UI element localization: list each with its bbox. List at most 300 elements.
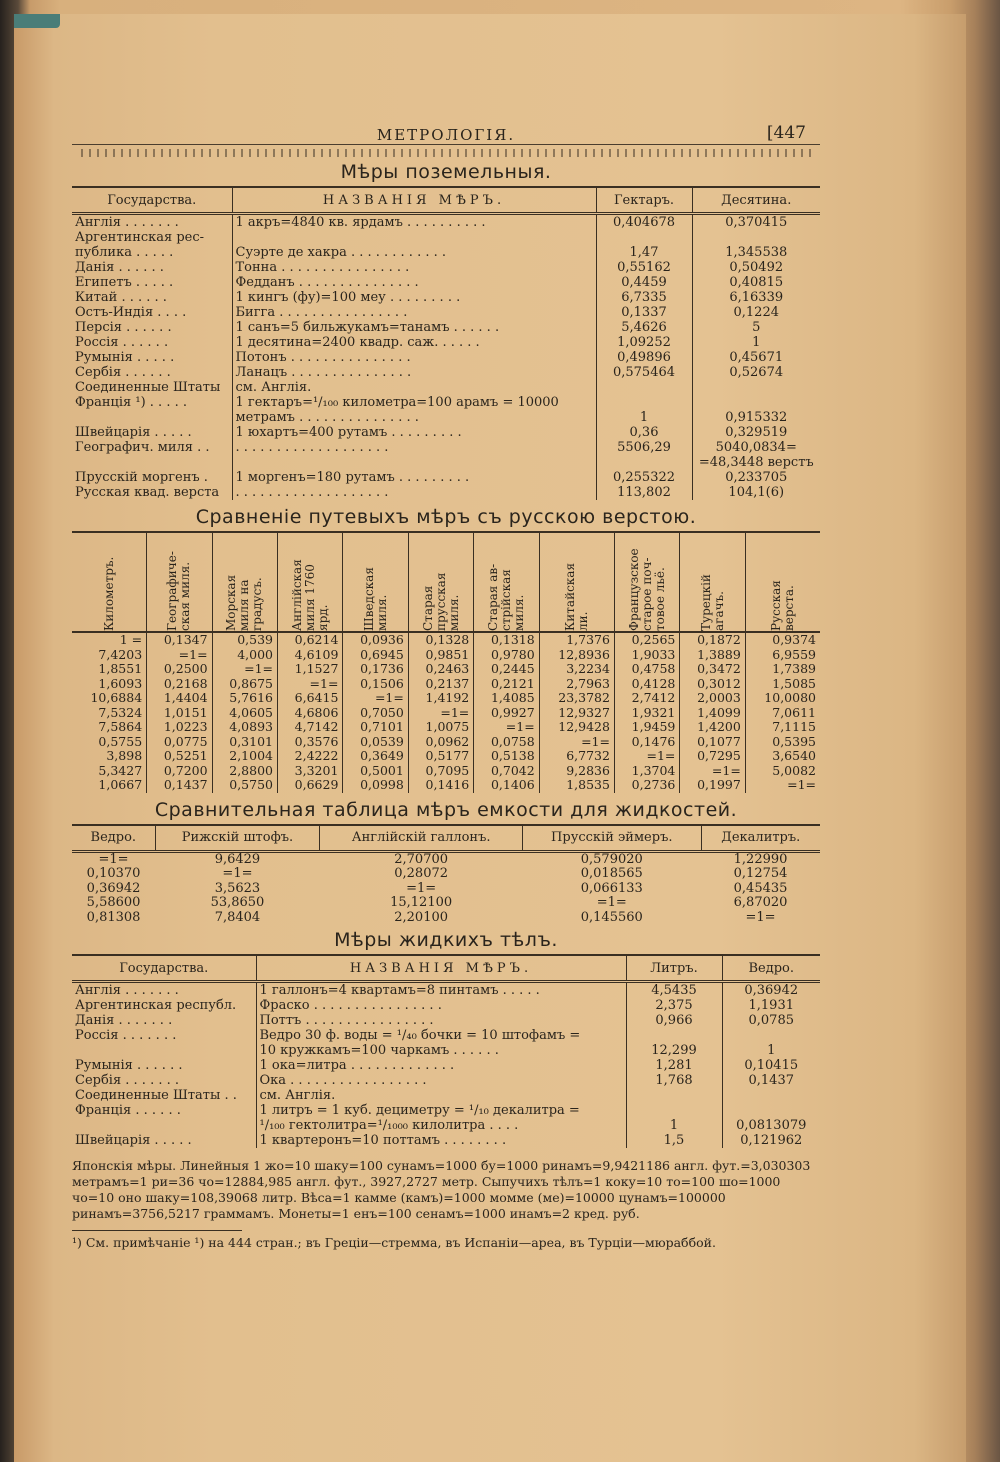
land-cell: Географич. миля . . <box>75 440 210 455</box>
roads-cell: 3,2234 <box>539 662 614 677</box>
page-number: [447 <box>766 123 806 143</box>
roads-cell: =1= <box>745 778 820 793</box>
liquid-row <box>72 998 820 1013</box>
land-cell: см. Англія. <box>232 380 596 395</box>
roads-cell: 1,8535 <box>539 778 614 793</box>
capacity-cell: 3,5623 <box>214 880 261 896</box>
roads-row <box>72 764 820 779</box>
roads-cell: 0,539 <box>212 632 277 648</box>
liquid-cell: 1 квартеронъ=10 поттамъ . . . . . . . . <box>256 1133 626 1148</box>
capacity-table <box>72 824 820 926</box>
roads-col-label: Русская верста. <box>768 580 796 631</box>
roads-cell: 3,6540 <box>745 749 820 764</box>
land-row <box>72 350 820 365</box>
roads-body <box>72 632 820 793</box>
roads-cell: 0,7200 <box>147 764 212 779</box>
land-cell: 1 акръ=4840 кв. ярдамъ . . . . . . . . . . <box>232 214 596 231</box>
capacity-cell: 0,145560 <box>580 909 643 925</box>
roads-cell: 0,1347 <box>147 632 212 648</box>
roads-cell: =1= <box>680 764 745 779</box>
liquid-cell: Фраско . . . . . . . . . . . . . . . . <box>256 998 626 1013</box>
decorative-rule <box>78 149 814 157</box>
capacity-row <box>72 867 820 882</box>
roads-cell: 1,8551 <box>98 661 143 676</box>
roads-col-label: Километръ. <box>101 556 116 631</box>
land-cell: 0,255322 <box>596 470 692 485</box>
land-cell: 1,47 <box>596 245 692 260</box>
liquid-cell: 0,1437 <box>722 1073 820 1088</box>
land-row <box>72 245 820 260</box>
land-cell: Бигга . . . . . . . . . . . . . . . . <box>232 305 596 320</box>
roads-cell: 1,7376 <box>539 632 614 648</box>
roads-cell: 4,000 <box>212 648 277 663</box>
roads-cell: =1= <box>278 677 343 692</box>
land-cell: 0,575464 <box>596 365 692 380</box>
roads-cell: 12,9327 <box>539 706 614 721</box>
land-cell: 5,4626 <box>596 320 692 335</box>
capacity-row <box>72 851 820 867</box>
land-cell: 104,1(6) <box>692 485 820 500</box>
land-row <box>72 410 820 425</box>
liquid-row <box>72 1073 820 1088</box>
roads-cell: 4,7142 <box>278 720 343 735</box>
roads-cell: 0,2121 <box>474 677 539 692</box>
capacity-col-header: Англійскій галлонъ. <box>320 825 523 852</box>
capacity-header-row <box>72 825 820 852</box>
roads-cell: =1= <box>343 691 408 706</box>
capacity-cell: 2,70700 <box>394 851 449 867</box>
capacity-cell: =1= <box>745 909 776 925</box>
roads-col-header <box>474 532 539 632</box>
capacity-cell: 0,579020 <box>580 851 643 867</box>
liquid-col-name: НАЗВАНІЯ МѢРЪ. <box>256 955 626 982</box>
land-cell: 0,404678 <box>596 214 692 231</box>
roads-cell: 10,6884 <box>90 690 143 705</box>
roads-cell: 0,1416 <box>408 778 473 793</box>
roads-cell: 0,8675 <box>212 677 277 692</box>
liquid-cell: 0,10415 <box>722 1058 820 1073</box>
land-cell: 0,40815 <box>692 275 820 290</box>
land-cell: 0,50492 <box>692 260 820 275</box>
land-cell: Прусскій моргенъ . <box>75 470 208 485</box>
land-cell: Египетъ . . . . . <box>75 275 174 290</box>
roads-cell: 1,7389 <box>745 662 820 677</box>
roads-col-label: Англійская миля 1760 ярд. <box>289 559 330 631</box>
land-cell: Швейцарія . . . . . <box>75 425 192 440</box>
capacity-row <box>72 911 820 926</box>
roads-row <box>72 720 820 735</box>
land-row <box>72 470 820 485</box>
land-cell: 1 десятина=2400 квадр. саж. . . . . . <box>232 335 596 350</box>
roads-row <box>72 735 820 750</box>
land-cell: 1,09252 <box>596 335 692 350</box>
land-cell: Тонна . . . . . . . . . . . . . . . . <box>232 260 596 275</box>
roads-cell: 0,6214 <box>278 632 343 648</box>
roads-row <box>72 648 820 663</box>
footnote-rule <box>72 1230 242 1231</box>
running-title: МЕТРОЛОГІЯ. <box>376 126 516 144</box>
liquid-cell: 2,375 <box>626 998 722 1013</box>
roads-cell: 1,0075 <box>408 720 473 735</box>
roads-cell: 1,0223 <box>147 720 212 735</box>
roads-cell: 0,6629 <box>278 778 343 793</box>
land-cell: 5 <box>692 320 820 335</box>
liquid-cell: см. Англія. <box>256 1088 626 1103</box>
roads-title: Сравненіе путевыхъ мѣръ съ русскою верстою. <box>195 506 697 528</box>
roads-col-header <box>614 532 679 632</box>
liquid-header-row <box>72 955 820 982</box>
land-header-row <box>72 187 820 214</box>
roads-cell: 1,4192 <box>408 691 473 706</box>
land-row <box>72 290 820 305</box>
liquid-cell: Франція . . . . . . <box>75 1103 181 1118</box>
land-row <box>72 275 820 290</box>
land-cell: Аргентинская рес- <box>75 230 205 245</box>
liquid-cell: Поттъ . . . . . . . . . . . . . . . . <box>256 1013 626 1028</box>
capacity-cell: 0,36942 <box>86 880 141 896</box>
land-row <box>72 425 820 440</box>
land-cell: 1 юхартъ=400 рутамъ . . . . . . . . . <box>232 425 596 440</box>
land-cell: =48,3448 верстъ <box>692 455 820 470</box>
roads-cell: 0,2736 <box>614 778 679 793</box>
capacity-cell: 0,45435 <box>733 880 788 896</box>
liquid-row <box>72 1058 820 1073</box>
land-row <box>72 455 820 470</box>
roads-cell: 5,3427 <box>98 762 143 778</box>
land-cell: Сербія . . . . . . <box>75 365 171 380</box>
capacity-cell: 6,87020 <box>733 895 788 910</box>
roads-cell: 0,3472 <box>680 662 745 677</box>
roads-table <box>72 531 820 793</box>
land-cell: Румынія . . . . . <box>75 350 175 365</box>
roads-col-header <box>408 532 473 632</box>
roads-cell: 0,3012 <box>680 677 745 692</box>
land-cell: 0,4459 <box>596 275 692 290</box>
liquid-row <box>72 1118 820 1133</box>
land-cell: 1 моргенъ=180 рутамъ . . . . . . . . . <box>232 470 596 485</box>
roads-cell: 0,1328 <box>408 632 473 648</box>
liquid-cell: 1 ока=литра . . . . . . . . . . . . . <box>256 1058 626 1073</box>
liquid-cell: Швейцарія . . . . . <box>75 1133 192 1148</box>
land-cell: 0,370415 <box>692 214 820 231</box>
roads-cell: 1,9033 <box>614 648 679 663</box>
roads-cell: 2,8800 <box>212 764 277 779</box>
liquid-row <box>72 1028 820 1043</box>
roads-cell: 12,9428 <box>539 720 614 735</box>
capacity-body <box>72 851 820 925</box>
land-cell <box>692 395 820 410</box>
roads-cell: 0,0936 <box>343 632 408 648</box>
liquid-cell: 10 кружкамъ=100 чаркамъ . . . . . . <box>256 1043 626 1058</box>
capacity-cell: =1= <box>222 866 253 881</box>
roads-row <box>72 706 820 721</box>
roads-cell: 0,5750 <box>212 778 277 793</box>
roads-col-label: Географиче- ская миля. <box>165 551 193 631</box>
roads-cell: 1 = <box>119 632 143 647</box>
liquid-title: Мѣры жидкихъ тѣлъ. <box>334 929 558 951</box>
roads-cell: 0,6945 <box>343 648 408 663</box>
land-col-name: НАЗВАНІЯ МѢРЪ. <box>232 187 596 214</box>
roads-cell: 1,9459 <box>614 720 679 735</box>
roads-cell: 0,1476 <box>614 735 679 750</box>
capacity-cell: 0,81308 <box>86 909 141 925</box>
liquid-cell: Ока . . . . . . . . . . . . . . . . . <box>256 1073 626 1088</box>
roads-row <box>72 677 820 692</box>
liquid-cell: Россія . . . . . . . <box>75 1028 177 1043</box>
liquid-col-state: Государства. <box>72 955 256 982</box>
roads-cell: 0,9927 <box>474 706 539 721</box>
land-cell: 0,52674 <box>692 365 820 380</box>
capacity-cell: 2,20100 <box>394 909 449 925</box>
land-col-hectare: Гектаръ. <box>596 187 692 214</box>
roads-cell: 0,5001 <box>343 764 408 779</box>
land-cell: 0,55162 <box>596 260 692 275</box>
liquid-cell: ¹/₁₀₀ гектолитра=¹/₁₀₀₀ килолитра . . . . <box>256 1118 626 1133</box>
roads-cell: 0,7042 <box>474 764 539 779</box>
roads-row <box>72 749 820 764</box>
roads-cell: 0,1872 <box>680 632 745 648</box>
roads-cell: 0,5177 <box>408 749 473 764</box>
capacity-cell: 1,22990 <box>733 851 788 867</box>
capacity-cell: 0,018565 <box>580 866 643 881</box>
roads-cell: 0,2137 <box>408 677 473 692</box>
roads-header-row <box>72 532 820 632</box>
roads-cell: 1,9321 <box>614 706 679 721</box>
roads-col-header <box>539 532 614 632</box>
roads-cell: 1,4099 <box>680 706 745 721</box>
capacity-col-header: Рижскій штофъ. <box>155 825 320 852</box>
liquid-row <box>72 1013 820 1028</box>
capacity-cell: =1= <box>596 895 627 910</box>
liquid-cell: 0,966 <box>626 1013 722 1028</box>
roads-col-label: Китайская ли. <box>562 562 590 631</box>
liquid-cell: Англія . . . . . . . <box>75 983 179 998</box>
roads-cell: 0,1406 <box>474 778 539 793</box>
roads-cell: 4,0893 <box>212 720 277 735</box>
land-cell: 1 гектаръ=¹/₁₀₀ километра=100 арамъ = 10000 <box>232 395 596 410</box>
roads-cell: 0,2445 <box>474 662 539 677</box>
roads-cell: 1,5085 <box>745 677 820 692</box>
roads-cell: =1= <box>408 706 473 721</box>
roads-cell: 1,4085 <box>474 691 539 706</box>
roads-cell: 2,4222 <box>278 749 343 764</box>
roads-cell: =1= <box>539 735 614 750</box>
roads-cell: 6,6415 <box>278 691 343 706</box>
land-row <box>72 335 820 350</box>
land-col-desyatina: Десятина. <box>692 187 820 214</box>
roads-cell: 5,0082 <box>745 764 820 779</box>
land-cell: . . . . . . . . . . . . . . . . . . . <box>232 440 596 455</box>
roads-cell: 4,6109 <box>278 648 343 663</box>
land-cell: 6,7335 <box>596 290 692 305</box>
land-row <box>72 395 820 410</box>
roads-cell: 0,4128 <box>614 677 679 692</box>
roads-cell: 0,7050 <box>343 706 408 721</box>
roads-cell: =1= <box>212 662 277 677</box>
land-cell: 1 <box>692 335 820 350</box>
roads-cell: 0,0539 <box>343 735 408 750</box>
land-cell: 1 санъ=5 бильжукамъ=танамъ . . . . . . <box>232 320 596 335</box>
footnote: ¹) См. примѣчаніе ¹) на 444 стран.; въ Греціи—стремма, въ Испаніи—ареа, въ Турціи—мюраббой. <box>72 1235 716 1250</box>
roads-cell: 6,7732 <box>539 749 614 764</box>
liquid-cell: Ведро 30 ф. воды = ¹/₄₀ бочки = 10 штофамъ = <box>256 1028 626 1043</box>
roads-cell: 9,2836 <box>539 764 614 779</box>
roads-cell: 0,7101 <box>343 720 408 735</box>
roads-cell: 1,0151 <box>147 706 212 721</box>
land-cell <box>692 230 820 245</box>
capacity-col-header: Прусскій эймеръ. <box>522 825 701 852</box>
roads-col-label: Старая ав- стрійская миля. <box>485 563 526 631</box>
roads-row <box>72 778 820 793</box>
liquid-col-litre: Литръ. <box>626 955 722 982</box>
roads-cell: 0,5755 <box>98 733 143 749</box>
roads-cell: 0,9780 <box>474 648 539 663</box>
liquid-col-vedro: Ведро. <box>722 955 820 982</box>
land-cell: Потонъ . . . . . . . . . . . . . . . <box>232 350 596 365</box>
capacity-cell: =1= <box>406 880 437 896</box>
roads-cell: 3,898 <box>106 748 143 763</box>
land-cell: 5040,0834= <box>692 440 820 455</box>
land-cell: 1 <box>596 410 692 425</box>
roads-cell: 0,1736 <box>343 662 408 677</box>
land-row <box>72 305 820 320</box>
roads-cell: 0,0758 <box>474 735 539 750</box>
liquid-cell: 1,1931 <box>722 998 820 1013</box>
roads-cell: 4,0605 <box>212 706 277 721</box>
land-cell: Федданъ . . . . . . . . . . . . . . . <box>232 275 596 290</box>
capacity-col-header: Декалитръ. <box>701 825 820 852</box>
roads-cell: 0,5138 <box>474 749 539 764</box>
roads-col-header <box>680 532 745 632</box>
roads-col-label: Турецкій агачъ. <box>698 574 726 631</box>
land-cell: 0,1337 <box>596 305 692 320</box>
liquid-row <box>72 982 820 999</box>
japan-note: Японскія мѣры. Линейныя 1 жо=10 шаку=100 сунамъ=1000 бу=1000 ринамъ=9,9421186 англ. фут.=3,030303 метрамъ=1 ри=36 чо=12884,985 англ. фут., 3927,2727 метр. Сыпучихъ тѣлъ=1 коку=10 то=100 шо=1000 чо=10 оно шаку=108,39068 литр. Вѣса=1 камме (камъ)=1000 момме (ме)=10000 цунамъ=100000 ринамъ=3756,5217 граммамъ. Монеты=1 енъ=100 сенамъ=1000 инамъ=2 кред. руб. <box>72 1158 811 1221</box>
land-cell: Соединенные Штаты <box>75 380 221 395</box>
liquid-cell: 12,299 <box>626 1043 722 1058</box>
land-cell: 113,802 <box>596 485 692 500</box>
liquid-cell <box>626 1028 722 1043</box>
land-cell: публика . . . . . <box>75 245 174 260</box>
land-row <box>72 485 820 500</box>
roads-cell: 0,5395 <box>745 735 820 750</box>
land-cell: метрамъ . . . . . . . . . . . . . . . <box>232 410 596 425</box>
land-cell: 6,16339 <box>692 290 820 305</box>
liquid-cell: 0,0785 <box>722 1013 820 1028</box>
land-cell: 0,49896 <box>596 350 692 365</box>
liquid-table <box>72 954 820 1148</box>
capacity-cell: 0,066133 <box>580 880 643 896</box>
liquid-cell <box>722 1088 820 1103</box>
liquid-cell: 1 <box>626 1118 722 1133</box>
liquid-cell: 1,768 <box>626 1073 722 1088</box>
roads-cell: 1,3704 <box>614 764 679 779</box>
roads-cell: 7,1115 <box>745 720 820 735</box>
land-row <box>72 365 820 380</box>
land-cell: 0,329519 <box>692 425 820 440</box>
liquid-cell <box>626 1103 722 1118</box>
liquid-cell: 1 галлонъ=4 квартамъ=8 пинтамъ . . . . . <box>256 982 626 999</box>
liquid-cell <box>72 1043 256 1058</box>
capacity-cell: 0,10370 <box>86 866 141 881</box>
roads-row <box>72 632 820 648</box>
liquid-cell: Соединенные Штаты . . <box>75 1088 237 1103</box>
liquid-cell: 0,121962 <box>722 1133 820 1148</box>
roads-cell: 7,0611 <box>745 706 820 721</box>
capacity-cell: 5,58600 <box>86 895 141 910</box>
roads-cell: 0,1997 <box>680 778 745 793</box>
land-cell: Франція ¹) . . . . . <box>75 395 187 410</box>
roads-cell: 0,4758 <box>614 662 679 677</box>
roads-cell: 5,7616 <box>212 691 277 706</box>
roads-col-header <box>147 532 212 632</box>
land-cell: Ланацъ . . . . . . . . . . . . . . . <box>232 365 596 380</box>
capacity-cell: 0,28072 <box>394 866 449 881</box>
roads-cell: =1= <box>474 720 539 735</box>
land-cell: 0,45671 <box>692 350 820 365</box>
land-title: Мѣры поземельныя. <box>340 161 552 183</box>
roads-cell: 0,0962 <box>408 735 473 750</box>
capacity-cell: 53,8650 <box>210 895 265 910</box>
land-cell: . . . . . . . . . . . . . . . . . . . <box>232 485 596 500</box>
land-row <box>72 380 820 395</box>
roads-col-header <box>72 532 147 632</box>
liquid-cell <box>72 1118 256 1133</box>
liquid-cell: 1 <box>722 1043 820 1058</box>
roads-col-label: Шведская миля. <box>361 567 389 631</box>
capacity-title: Сравнительная таблица мѣръ емкости для жидкостей. <box>154 798 738 821</box>
land-cell: 0,1224 <box>692 305 820 320</box>
roads-cell: 2,1004 <box>212 749 277 764</box>
land-cell <box>596 395 692 410</box>
liquid-cell: 1,5 <box>626 1133 722 1148</box>
roads-cell: 0,1506 <box>343 677 408 692</box>
land-row <box>72 230 820 245</box>
roads-col-header <box>343 532 408 632</box>
land-cell: 0,233705 <box>692 470 820 485</box>
capacity-cell: 0,12754 <box>733 866 788 881</box>
roads-cell: 2,7963 <box>539 677 614 692</box>
roads-cell: 7,4203 <box>98 646 143 662</box>
roads-cell: 7,5324 <box>98 704 143 720</box>
roads-cell: 0,9851 <box>408 648 473 663</box>
roads-cell: 10,0080 <box>745 691 820 706</box>
roads-cell: 0,0998 <box>343 778 408 793</box>
liquid-row <box>72 1088 820 1103</box>
land-cell: Данія . . . . . . <box>75 260 164 275</box>
liquid-cell: 4,5435 <box>626 982 722 999</box>
roads-cell: 3,3201 <box>278 764 343 779</box>
land-cell <box>596 455 692 470</box>
roads-cell: 2,0003 <box>680 691 745 706</box>
roads-cell: =1= <box>614 749 679 764</box>
capacity-cell: 9,6429 <box>214 851 261 867</box>
liquid-cell <box>722 1103 820 1118</box>
roads-cell: 0,2168 <box>147 677 212 692</box>
roads-row <box>72 662 820 677</box>
capacity-cell: =1= <box>98 851 129 867</box>
land-cell: 1 кингъ (фу)=100 меу . . . . . . . . . <box>232 290 596 305</box>
capacity-cell: 7,8404 <box>214 909 261 925</box>
liquid-cell: Аргентинская республ. <box>75 998 237 1013</box>
land-cell: 5506,29 <box>596 440 692 455</box>
roads-cell: 4,6806 <box>278 706 343 721</box>
land-cell <box>232 230 596 245</box>
roads-cell: 0,3649 <box>343 749 408 764</box>
roads-cell: 12,8936 <box>539 648 614 663</box>
roads-col-label: Французское старое поч- товое льё. <box>626 548 667 631</box>
land-cell: Суэрте де хакра . . . . . . . . . . . . <box>232 245 596 260</box>
